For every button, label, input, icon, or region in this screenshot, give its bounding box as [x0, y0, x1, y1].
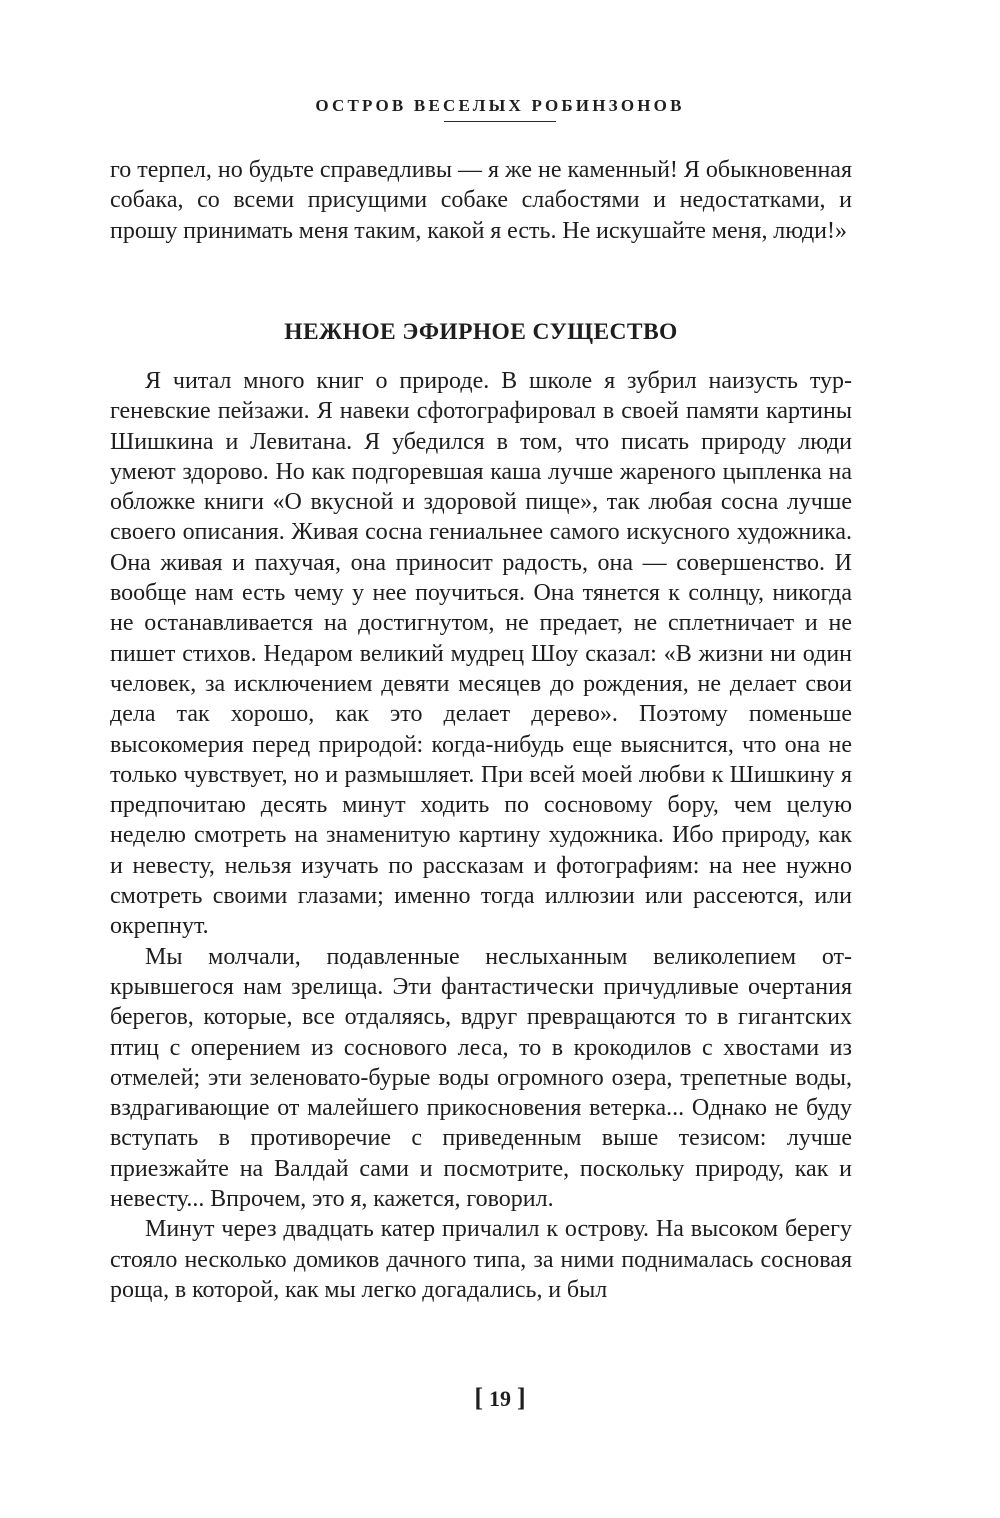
- continued-text: [110, 155, 852, 246]
- page-number-value: 19: [489, 1386, 511, 1411]
- running-head-rule: [444, 121, 556, 122]
- folio-bracket-left: [: [474, 1383, 483, 1412]
- body-paragraph: Минут через двадцать катер причалил к острову. На высоком берегу стояло несколько домиков дачного типа, за ними поднималась сосновая роща, в которой, как мы легко догадались, и был: [110, 1216, 852, 1303]
- body-paragraph: Мы молчали, подавленные неслыханным великолепием открывшегося нам зрелища. Эти фантастически причудливые очертания берегов, которые, все отдаляясь, вдруг превращаются то в гигантских птиц с оперением из соснового леса, то в крокодилов с хвостами из отмелей; эти зеленовато-бурые воды огромного озера, трепетные воды, вздрагивающие от малейшего прикосновения ветерка... Однако не буду вступать в противоречие с приведенным выше тезисом: лучше приезжайте на Валдай сами и посмотрите, поскольку природу, как и невесту... Впрочем, это я, кажется, говорил.: [110, 943, 852, 1213]
- running-head: [0, 95, 1000, 122]
- chapter-body: [110, 366, 852, 1305]
- continued-paragraph: го терпел, но будьте справедливы — я же не каменный! Я обыкновенная собака, со всеми присущими собаке слабостями и недостатками, и прошу принимать меня таким, какой я есть. Не искушайте меня, люди!»: [110, 157, 852, 244]
- page-number: [0, 1384, 1000, 1413]
- body-paragraph: Я читал много книг о природе. В школе я зубрил наизусть тургеневские пейзажи. Я навеки сфотографировал в своей памяти картины Шишкина и Левитана. Я убедился в том, что писать природу люди умеют здорово. Но как подгоревшая каша лучше жареного цыпленка на обложке книги «О вкусной и здоровой пище», так любая сосна лучше своего описания. Живая сосна гениальнее самого искусного художника. Она живая и пахучая, она приносит радость, она — совершенство. И вообще нам есть чему у нее поучиться. Она тянется к солнцу, никогда не останавливается на достигнутом, не предает, не сплетничает и не пишет стихов. Недаром великий мудрец Шоу сказал: «В жизни ни один человек, за исключением девяти месяцев до рождения, не делает свои дела так хорошо, как это делает дерево». Поэтому поменьше высокомерия перед природой: когда-нибудь еще выяснится, что она не только чувствует, но и размышляет. При всей моей любви к Шишкину я предпочитаю десять минут ходить по сосновому бору, чем целую неделю смотреть на знаменитую картину художника. Ибо природу, как и невесту, нельзя изучать по рассказам и фотографиям: на нее нужно смотреть своими глазами; именно тогда иллюзии или рассеются, или окрепнут.: [110, 368, 852, 940]
- chapter-title: НЕЖНОЕ ЭФИРНОЕ СУЩЕСТВО: [284, 319, 678, 345]
- running-head-title: ОСТРОВ ВЕСЕЛЫХ РОБИНЗОНОВ: [315, 96, 685, 115]
- folio-bracket-right: ]: [517, 1383, 526, 1412]
